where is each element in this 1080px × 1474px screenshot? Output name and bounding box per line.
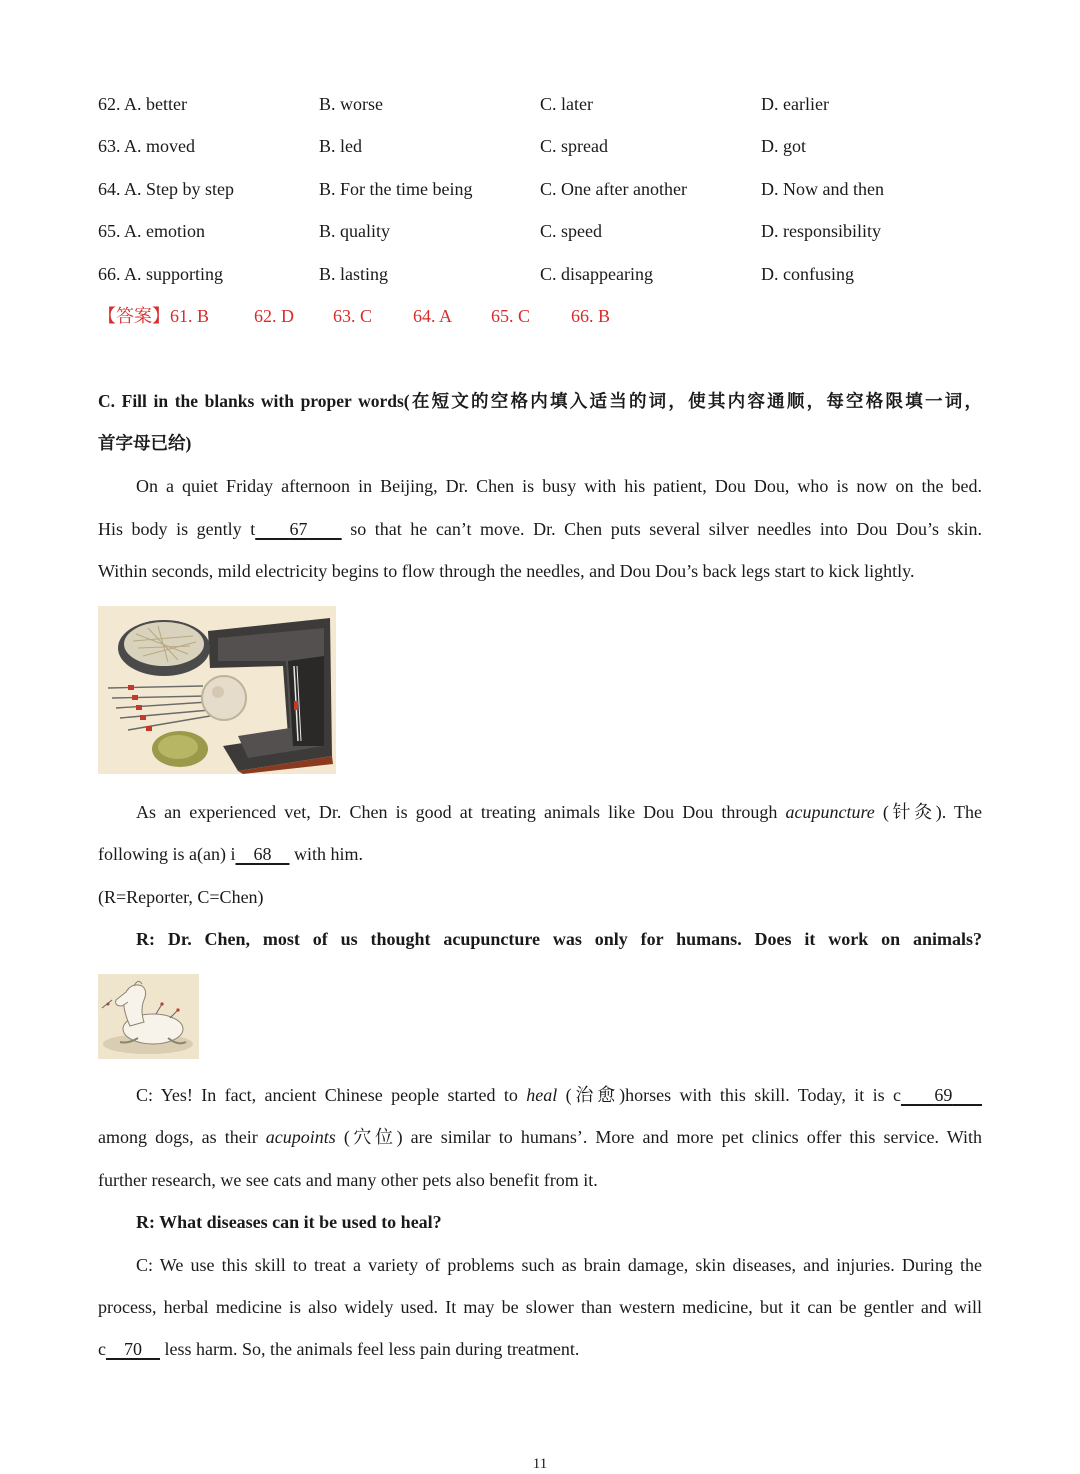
chen-answer-line: process, herbal medicine is also widely used. It may be slower than western medicine, but it can be gentler and will: [98, 1297, 982, 1317]
option-row-63: [98, 131, 998, 161]
blank-number: 69: [934, 1085, 953, 1105]
option-c: C. speed: [540, 221, 602, 241]
option-row-62: [98, 89, 998, 119]
passage-italic: acupuncture: [785, 802, 875, 822]
answer-item: 64. A: [413, 306, 453, 326]
horse-image: [98, 974, 199, 1059]
option-a: 66. A. supporting: [98, 264, 224, 284]
passage-line: [98, 791, 982, 834]
option-a: 64. A. Step by step: [98, 179, 235, 199]
acupuncture-tools-image: [98, 606, 336, 774]
passage-text: less harm. So, the animals feel less pain during treatment.: [160, 1339, 580, 1359]
chen-answer-line: [98, 1074, 982, 1117]
option-b: B. lasting: [319, 264, 389, 284]
dialogue-legend: (R=Reporter, C=Chen): [98, 887, 264, 907]
option-d: D. responsibility: [761, 221, 881, 241]
passage-text: (针灸). The: [874, 802, 982, 822]
passage-text: C: Yes! In fact, ancient Chinese people started to: [136, 1085, 527, 1105]
passage-text: among dogs, as their: [98, 1127, 266, 1147]
answer-label: 【答案】61. B: [98, 306, 210, 326]
passage-italic: heal: [526, 1085, 558, 1105]
option-d: D. got: [761, 136, 806, 156]
blank-number: 67: [289, 519, 308, 539]
blank-68: [235, 844, 289, 864]
passage-line: [98, 833, 982, 876]
option-d: D. confusing: [761, 264, 854, 284]
passage-text: so that he can’t move. Dr. Chen puts several silver needles into Dou Dou’s skin.: [341, 519, 983, 539]
passage-italic: acupoints: [265, 1127, 336, 1147]
section-c-title: C. Fill in the blanks with proper words(在短文的空格内填入适当的词，使其内容通顺，每空格限填一词，: [98, 391, 982, 411]
passage-text: (穴位) are similar to humans’. More and more pet clinics offer this service. With: [335, 1127, 982, 1147]
passage-text: c: [98, 1339, 106, 1359]
passage-line: On a quiet Friday afternoon in Beijing, Dr. Chen is busy with his patient, Dou Dou, who is now on the bed.: [136, 476, 982, 496]
chen-answer-line: C: We use this skill to treat a variety of problems such as brain damage, skin diseases, and injuries. During the: [136, 1255, 982, 1275]
chen-answer-line: further research, we see cats and many other pets also benefit from it.: [98, 1170, 598, 1190]
chen-answer-line: [98, 1328, 982, 1371]
option-b: B. worse: [319, 94, 383, 114]
option-a: 62. A. better: [98, 94, 187, 114]
option-d: D. Now and then: [761, 179, 884, 199]
section-c-title-cont: 首字母已给): [98, 433, 192, 453]
option-row-65: [98, 216, 998, 246]
answer-item: 63. C: [333, 306, 373, 326]
option-d: D. earlier: [761, 94, 829, 114]
passage-text: As an experienced vet, Dr. Chen is good at treating animals like Dou Dou through: [136, 802, 786, 822]
page-number: 11: [532, 1456, 548, 1472]
option-row-66: [98, 259, 998, 289]
option-row-64: [98, 174, 998, 204]
answer-item: 65. C: [491, 306, 531, 326]
reporter-question: R: What diseases can it be used to heal?: [136, 1212, 442, 1232]
passage-text: with him.: [289, 844, 363, 864]
answer-key: [98, 301, 798, 331]
passage-text: His body is gently t: [98, 519, 256, 539]
passage-text: following is a(an) i: [98, 844, 236, 864]
option-c: C. spread: [540, 136, 608, 156]
chen-answer-line: [98, 1116, 982, 1159]
option-a: 65. A. emotion: [98, 221, 205, 241]
option-c: C. disappearing: [540, 264, 653, 284]
passage-line: [98, 508, 982, 551]
blank-number: 70: [124, 1339, 142, 1359]
blank-67: [255, 519, 341, 539]
blank-number: 68: [253, 844, 272, 864]
blank-69: [901, 1085, 982, 1105]
option-b: B. For the time being: [319, 179, 473, 199]
option-c: C. later: [540, 94, 593, 114]
passage-line: Within seconds, mild electricity begins to flow through the needles, and Dou Dou’s back legs start to kick lightly.: [98, 561, 915, 581]
answer-item: 62. D: [254, 306, 294, 326]
option-c: C. One after another: [540, 179, 687, 199]
option-b: B. quality: [319, 221, 390, 241]
blank-70: [106, 1339, 160, 1359]
answer-item: 66. B: [571, 306, 611, 326]
option-b: B. led: [319, 136, 362, 156]
reporter-question: R: Dr. Chen, most of us thought acupuncture was only for humans. Does it work on animals?: [136, 929, 982, 949]
passage-text: (治愈)horses with this skill. Today, it is c: [557, 1085, 901, 1105]
option-a: 63. A. moved: [98, 136, 195, 156]
